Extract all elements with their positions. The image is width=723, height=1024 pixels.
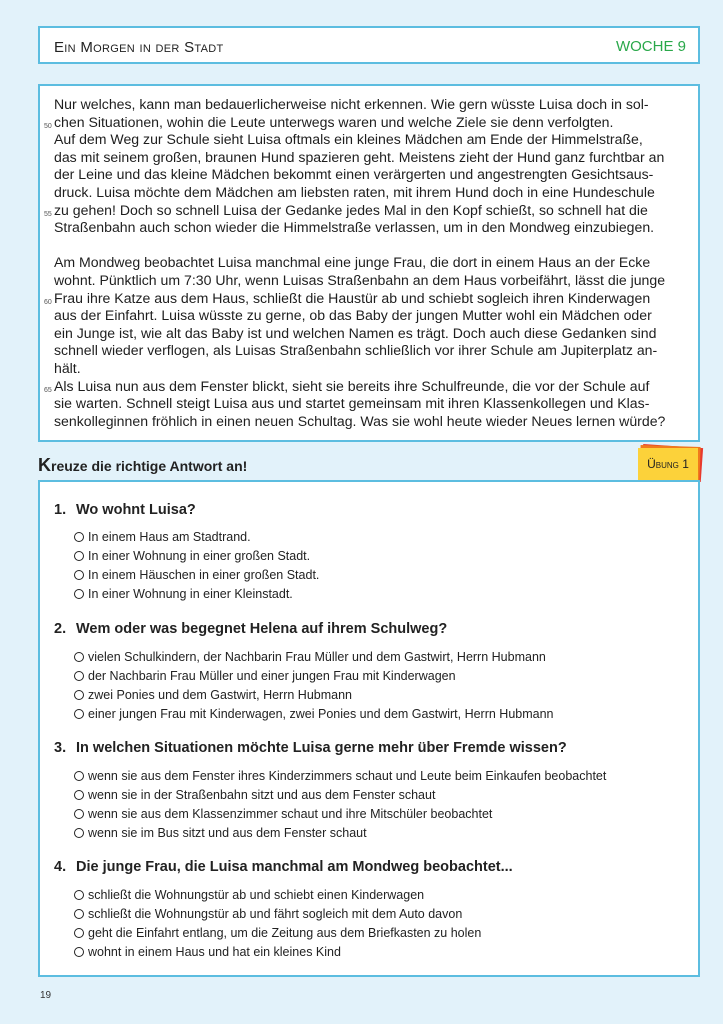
radio-circle-icon[interactable] xyxy=(74,909,84,919)
answer-option[interactable] xyxy=(74,707,554,721)
answer-text: wenn sie aus dem Klassenzimmer schaut und ihre Mitschüler beobachtet xyxy=(88,807,493,821)
text-line: druck. Luisa möchte dem Mädchen am liebsten raten, mit ihrem Hund doch in eine Hundeschule xyxy=(54,183,655,200)
answer-option[interactable] xyxy=(74,807,492,821)
text-line: zu gehen! Doch so schnell Luisa der Gedanke jedes Mal in den Kopf schießt, so schnell hat die xyxy=(54,201,648,218)
paragraph-gap xyxy=(54,237,684,255)
exercise-label: Übung 1 xyxy=(638,448,698,480)
answer-text: wenn sie in der Straßenbahn sitzt und aus dem Fenster schaut xyxy=(88,788,436,802)
answer-text: wenn sie im Bus sitzt und aus dem Fenster schaut xyxy=(88,826,367,840)
answer-text: der Nachbarin Frau Müller und einer jungen Frau mit Kinderwagen xyxy=(88,669,456,683)
instruction-initial: K xyxy=(38,455,51,475)
radio-circle-icon[interactable] xyxy=(74,589,84,599)
answer-option[interactable] xyxy=(74,669,456,683)
exercise-instruction xyxy=(38,455,247,476)
question-text: Wo wohnt Luisa? xyxy=(76,502,196,518)
text-line: der Leine und das kleine Mädchen bekommt einen verärgerten und angestrengten Gesichtsaus- xyxy=(54,166,654,183)
answer-option[interactable] xyxy=(74,568,319,582)
radio-circle-icon[interactable] xyxy=(74,947,84,957)
header-box xyxy=(38,26,700,64)
answer-option[interactable] xyxy=(74,549,310,563)
radio-circle-icon[interactable] xyxy=(74,890,84,900)
answer-text: vielen Schulkindern, der Nachbarin Frau Müller und dem Gastwirt, Herrn Hubmann xyxy=(88,650,546,664)
text-line: Nur welches, kann man bedauerlicherweise nicht erkennen. Wie gern wüsste Luisa doch in sol- xyxy=(54,96,649,112)
radio-circle-icon[interactable] xyxy=(74,570,84,580)
text-line: Frau ihre Katze aus dem Haus, schließt die Haustür ab und schiebt sogleich ihren Kinderwagen xyxy=(54,289,651,306)
exercise-badge xyxy=(638,446,700,480)
question-4 xyxy=(54,859,513,875)
radio-circle-icon[interactable] xyxy=(74,709,84,719)
answer-text: geht die Einfahrt entlang, um die Zeitung aus dem Briefkasten zu holen xyxy=(88,926,482,940)
answer-text: zwei Ponies und dem Gastwirt, Herrn Hubmann xyxy=(88,688,353,702)
quiz-box xyxy=(38,480,700,977)
radio-circle-icon[interactable] xyxy=(74,928,84,938)
text-line: das mit seinem großen, braunen Hund spazieren geht. Meistens zieht der Hund ganz furchtbar an xyxy=(54,148,665,165)
question-number: 4. xyxy=(54,859,67,875)
text-line: Auf dem Weg zur Schule sieht Luisa oftmals ein kleines Mädchen am Ende der Himmelstraße, xyxy=(54,131,643,148)
text-line: Am Mondweg beobachtet Luisa manchmal eine junge Frau, die dort in einem Haus an der Ecke xyxy=(54,254,651,271)
question-number: 2. xyxy=(54,621,67,637)
answer-text: schließt die Wohnungstür ab und schiebt einen Kinderwagen xyxy=(88,888,425,902)
answer-text: In einer Wohnung in einer Kleinstadt. xyxy=(88,587,293,601)
text-line: schnell wieder verflogen, als Luisas Straßenbahn schließlich vor ihrer Schule am Jupiterplatz an- xyxy=(54,342,658,359)
radio-circle-icon[interactable] xyxy=(74,652,84,662)
radio-circle-icon[interactable] xyxy=(74,790,84,800)
radio-circle-icon[interactable] xyxy=(74,532,84,542)
text-line: chen Situationen, wohin die Leute unterwegs waren und welche Ziele sie denn verfolgten. xyxy=(54,113,614,130)
answer-text: wenn sie aus dem Fenster ihres Kinderzimmers schaut und Leute beim Einkaufen beobachtet xyxy=(88,769,607,783)
answer-option[interactable] xyxy=(74,587,293,601)
page-number: 19 xyxy=(40,990,52,1001)
line-number: 60 xyxy=(44,299,52,306)
text-line: Straßenbahn auch schon wieder die Himmelstraße verlassen, um in den Mondweg einzubiegen. xyxy=(54,219,655,236)
radio-circle-icon[interactable] xyxy=(74,771,84,781)
text-line: hält. xyxy=(54,359,81,376)
question-2 xyxy=(54,621,447,637)
page-title: Ein Morgen in der Stadt xyxy=(54,39,224,56)
text-line: sie warten. Schnell steigt Luisa aus und startet gemeinsam mit ihren Klassenkollegen und Klas- xyxy=(54,395,650,412)
text-line: wohnt. Pünktlich um 7:30 Uhr, wenn Luisas Straßenbahn an dem Haus vorbeifährt, lässt die junge xyxy=(54,271,666,288)
answer-option[interactable] xyxy=(74,788,435,802)
question-text: Wem oder was begegnet Helena auf ihrem Schulweg? xyxy=(76,621,448,637)
answer-option[interactable] xyxy=(74,907,462,921)
answer-option[interactable] xyxy=(74,888,424,902)
text-line: ein Junge ist, wie alt das Baby ist und welchen Namen es trägt. Doch auch diese Gedanken sind xyxy=(54,324,657,341)
answer-option[interactable] xyxy=(74,945,341,959)
radio-circle-icon[interactable] xyxy=(74,828,84,838)
radio-circle-icon[interactable] xyxy=(74,809,84,819)
question-1 xyxy=(54,502,196,518)
question-text: In welchen Situationen möchte Luisa gerne mehr über Fremde wissen? xyxy=(76,740,567,756)
text-line: senkolleginnen fröhlich in einen neuen Schultag. Was sie wohl heute wieder Neues lernen würde? xyxy=(54,412,666,429)
answer-text: In einer Wohnung in einer großen Stadt. xyxy=(88,549,311,563)
reading-text xyxy=(54,96,684,430)
answer-text: In einem Häuschen in einer großen Stadt. xyxy=(88,568,320,582)
answer-option[interactable] xyxy=(74,530,251,544)
answer-option[interactable] xyxy=(74,926,481,940)
text-line: Als Luisa nun aus dem Fenster blickt, sieht sie bereits ihre Schulfreunde, die vor der Schule auf xyxy=(54,377,650,394)
question-3 xyxy=(54,740,567,756)
answer-option[interactable] xyxy=(74,769,606,783)
radio-circle-icon[interactable] xyxy=(74,690,84,700)
line-number: 55 xyxy=(44,211,52,218)
question-number: 1. xyxy=(54,502,67,518)
line-number: 65 xyxy=(44,387,52,394)
answer-option[interactable] xyxy=(74,826,367,840)
question-number: 3. xyxy=(54,740,67,756)
question-text: Die junge Frau, die Luisa manchmal am Mondweg beobachtet... xyxy=(76,859,513,875)
answer-text: wohnt in einem Haus und hat ein kleines Kind xyxy=(88,945,341,959)
week-label: WOCHE 9 xyxy=(615,38,686,55)
answer-text: schließt die Wohnungstür ab und fährt sogleich mit dem Auto davon xyxy=(88,907,463,921)
reading-text-box xyxy=(38,84,700,442)
answer-text: In einem Haus am Stadtrand. xyxy=(88,530,251,544)
line-number: 50 xyxy=(44,123,52,130)
radio-circle-icon[interactable] xyxy=(74,551,84,561)
answer-option[interactable] xyxy=(74,650,546,664)
answer-option[interactable] xyxy=(74,688,352,702)
radio-circle-icon[interactable] xyxy=(74,671,84,681)
answer-text: einer jungen Frau mit Kinderwagen, zwei Ponies und dem Gastwirt, Herrn Hubmann xyxy=(88,707,554,721)
text-line: aus der Einfahrt. Luisa wüsste zu gerne, ob das Baby der jungen Mutter wohl ein Mädchen oder xyxy=(54,307,652,324)
instruction-text: reuze die richtige Antwort an! xyxy=(51,458,248,474)
